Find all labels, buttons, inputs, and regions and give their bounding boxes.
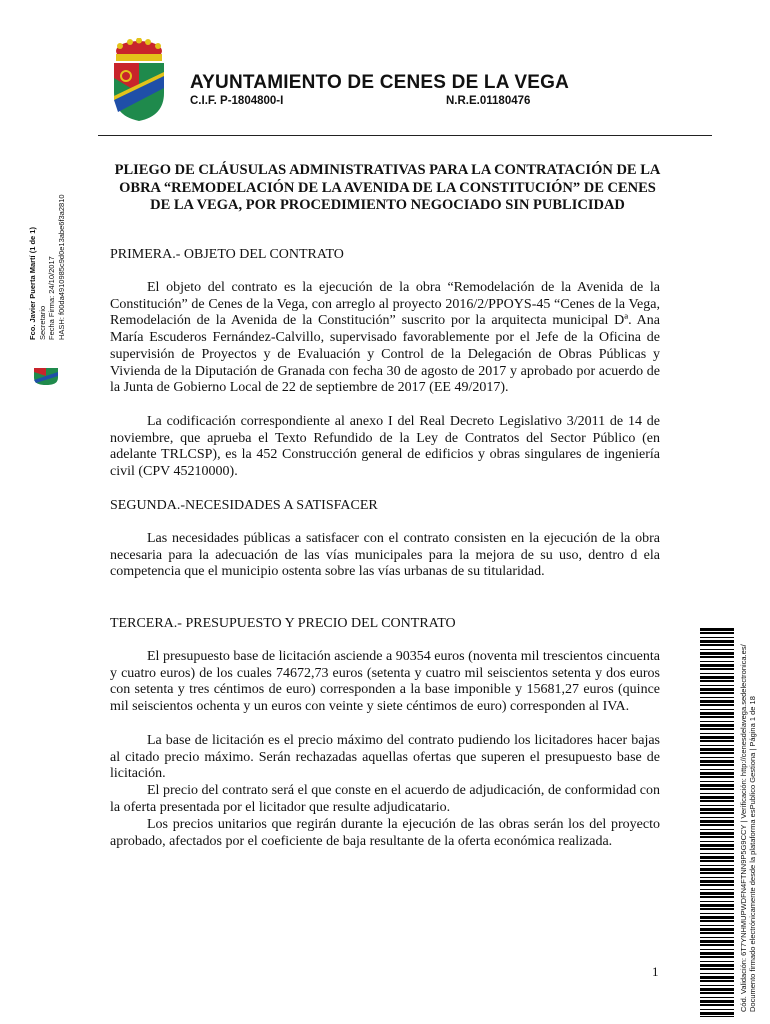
- validation-platform: Documento firmado electrónicamente desde la plataforma esPublico Gestiona | Página 1 de 18: [748, 696, 757, 1012]
- barcode-bar: [700, 1000, 734, 1003]
- barcode-bar: [700, 712, 734, 715]
- barcode-bar: [700, 853, 734, 854]
- barcode-bar: [700, 664, 734, 667]
- barcode-bar: [700, 865, 734, 866]
- barcode-bar: [700, 709, 734, 710]
- barcode-bar: [700, 872, 734, 874]
- barcode-bar: [700, 805, 734, 806]
- barcode-bar: [700, 764, 734, 766]
- barcode-bar: [700, 976, 734, 979]
- barcode-bar: [700, 748, 734, 751]
- barcode-bar: [700, 824, 734, 826]
- barcode-bar: [700, 637, 734, 638]
- barcode-bar: [700, 856, 734, 859]
- barcode-bar: [700, 884, 734, 886]
- barcode-bar: [700, 640, 734, 643]
- barcode-bar: [700, 685, 734, 686]
- barcode-bar: [700, 860, 734, 862]
- barcode-bar: [700, 1012, 734, 1015]
- cif-number: C.I.F. P-1804800-I: [190, 95, 284, 107]
- barcode-bar: [700, 740, 734, 742]
- barcode-bar: [700, 652, 734, 655]
- barcode-bar: [700, 704, 734, 706]
- barcode-bar: [700, 829, 734, 830]
- barcode-bar: [700, 800, 734, 802]
- barcode-bar: [700, 784, 734, 787]
- validation-code: Cód. Validación: 6T7YNHMUPWDFN4FTNN9P5G9CCY | Verificación: http://cenesdelavega.sedelectronica.es/: [739, 644, 748, 1012]
- barcode-bar: [700, 901, 734, 902]
- barcode-bar: [700, 892, 734, 895]
- barcode-bar: [700, 656, 734, 658]
- barcode-bar: [700, 908, 734, 910]
- barcode-bar: [700, 716, 734, 718]
- barcode-bar: [700, 781, 734, 782]
- barcode-bar: [700, 697, 734, 698]
- barcode-bar: [700, 668, 734, 670]
- paragraph: Los precios unitarios que regirán durante la ejecución de las obras serán los del proyecto aprobado, afectados por el coeficiente de baja resultante de la oferta económica realizada.: [110, 817, 660, 849]
- barcode-bar: [700, 925, 734, 926]
- paragraph: El precio del contrato será el que conste en el acuerdo de adjudicación, de conformidad con la oferta presentada por el licitador que resulte adjudicatario.: [110, 783, 660, 815]
- barcode-bar: [700, 733, 734, 734]
- paragraph: La base de licitación es el precio máximo del contrato pudiendo los licitadores hacer bajas al citado precio máximo. Serán rechazadas aquellas ofertas que superen el presupuesto base de licitación.: [110, 733, 660, 782]
- barcode-bar: [700, 721, 734, 722]
- barcode-bar: [700, 760, 734, 763]
- section-heading-tercera: TERCERA.- PRESUPUESTO Y PRECIO DEL CONTRATO: [110, 616, 456, 631]
- barcode-bar: [700, 1016, 734, 1017]
- nre-number: N.R.E.01180476: [446, 95, 531, 107]
- barcode-bar: [700, 1004, 734, 1006]
- barcode-bar: [700, 964, 734, 967]
- barcode-bar: [700, 928, 734, 931]
- barcode-bar: [700, 673, 734, 674]
- barcode-bar: [700, 793, 734, 794]
- barcode-bar: [700, 728, 734, 730]
- barcode-bar: [700, 980, 734, 982]
- barcode-bar: [700, 868, 734, 871]
- barcode-bar: [700, 692, 734, 694]
- barcode-icon: [700, 628, 734, 1017]
- barcode-bar: [700, 949, 734, 950]
- barcode-bar: [700, 889, 734, 890]
- barcode-bar: [700, 841, 734, 842]
- barcode-bar: [700, 961, 734, 962]
- barcode-bar: [700, 956, 734, 958]
- barcode-bar: [700, 904, 734, 907]
- barcode-bar: [700, 916, 734, 919]
- signer-role: Secretario: [37, 305, 47, 340]
- signature-seal-icon: [31, 366, 61, 386]
- barcode-bar: [700, 772, 734, 775]
- barcode-bar: [700, 1009, 734, 1010]
- barcode-bar: [700, 877, 734, 878]
- barcode-bar: [700, 788, 734, 790]
- barcode-bar: [700, 808, 734, 811]
- paragraph: Las necesidades públicas a satisfacer con el contrato consisten en la ejecución de la obra necesaria para la adecuación de las vías municipales para la mejora de su uso, dentro d ela competencia que el municipio ostenta sobre las vías urbanas de su titularidad.: [110, 531, 660, 580]
- barcode-bar: [700, 896, 734, 898]
- signer-name: Fco. Javier Puerta Martí (1 de 1): [28, 227, 37, 340]
- barcode-bar: [700, 920, 734, 922]
- barcode-bar: [700, 776, 734, 778]
- barcode-bar: [700, 832, 734, 835]
- barcode-bar: [700, 745, 734, 746]
- barcode-bar: [700, 944, 734, 946]
- barcode-bar: [700, 913, 734, 914]
- barcode-bar: [700, 700, 734, 703]
- document-title: PLIEGO DE CLÁUSULAS ADMINISTRATIVAS PARA LA CONTRATACIÓN DE LA OBRA “REMODELACIÓN DE LA AVENIDA DE LA CONSTITUCIÓN” DE CENES DE LA VEGA, POR PROCEDIMIENTO NEGOCIADO SIN PUBLICIDAD: [114, 162, 661, 213]
- municipality-title: AYUNTAMIENTO DE CENES DE LA VEGA: [190, 72, 570, 93]
- barcode-bar: [700, 661, 734, 662]
- section-heading-segunda: SEGUNDA.-NECESIDADES A SATISFACER: [110, 498, 378, 513]
- barcode-bar: [700, 997, 734, 998]
- barcode-bar: [700, 644, 734, 646]
- barcode-bar: [700, 724, 734, 727]
- barcode-bar: [700, 880, 734, 883]
- paragraph: El presupuesto base de licitación asciende a 90354 euros (noventa mil trescientos cincuenta y cuatro euros) de los cuales 74672,73 euros (setenta y cuatro mil seiscientos setenta y dos euros con setenta y tres céntimos de euro) corresponden a la base imponible y 15681,27 euros (quince mil seiscientos ochenta y un euros con veinte y siete céntimos de euro) corresponden al IVA.: [110, 649, 660, 715]
- barcode-bar: [700, 736, 734, 739]
- signature-date: Fecha Firma: 24/10/2017: [47, 256, 56, 340]
- signature-hash: HASH: f00da4910985c9d0e13abe6f3a2810: [56, 194, 66, 340]
- barcode-bar: [700, 757, 734, 758]
- header-divider: [98, 135, 712, 136]
- barcode-bar: [700, 812, 734, 814]
- page-number: 1: [652, 964, 659, 979]
- barcode-bar: [700, 752, 734, 754]
- barcode-bar: [700, 985, 734, 986]
- barcode-bar: [700, 973, 734, 974]
- barcode-bar: [700, 628, 734, 631]
- barcode-bar: [700, 796, 734, 799]
- paragraph: La codificación correspondiente al anexo I del Real Decreto Legislativo 3/2011 de 14 de noviembre, que aprueba el Texto Refundido de la Ley de Contratos del Sector Público (en adelante TRLCSP), es la 452 Construcción general de edificios y obras singulares de ingeniería civil (CPV 45210000).: [110, 414, 660, 480]
- barcode-bar: [700, 769, 734, 770]
- paragraph: El objeto del contrato es la ejecución de la obra “Remodelación de la Avenida de la Constitución” de Cenes de la Vega, con arreglo al proyecto 2016/2/PPOYS-45 “Cenes de la Vega, Remodelación de la Avenida de la Constitución” suscrito por la arquitecta municipal Dª. Ana María Escuderos Fernández-Calvillo, supervisado favorablemente por el Jefe de la Oficina de supervisión de Proyectos y de Evaluación y Control de la Delegación de Obras Públicas y Vivienda de la Diputación de Granada con fecha 30 de agosto de 2017 y aprobado por acuerdo de la Junta de Gobierno Local de 22 de septiembre de 2017 (EE 49/2017).: [110, 280, 660, 396]
- barcode-bar: [700, 988, 734, 991]
- barcode-bar: [700, 940, 734, 943]
- barcode-bar: [700, 676, 734, 679]
- barcode-bar: [700, 836, 734, 838]
- barcode-bar: [700, 952, 734, 955]
- barcode-bar: [700, 848, 734, 850]
- barcode-bar: [700, 680, 734, 682]
- barcode-bar: [700, 688, 734, 691]
- coat-of-arms-icon: [108, 38, 170, 122]
- barcode-bar: [700, 820, 734, 823]
- signature-block: [28, 180, 66, 340]
- barcode-bar: [700, 632, 734, 634]
- section-heading-primera: PRIMERA.- OBJETO DEL CONTRATO: [110, 247, 344, 262]
- validation-block: [739, 644, 757, 1012]
- barcode-bar: [700, 968, 734, 970]
- barcode-bar: [700, 932, 734, 934]
- barcode-bar: [700, 992, 734, 994]
- barcode-bar: [700, 937, 734, 938]
- barcode-bar: [700, 844, 734, 847]
- barcode-bar: [700, 817, 734, 818]
- barcode-bar: [700, 649, 734, 650]
